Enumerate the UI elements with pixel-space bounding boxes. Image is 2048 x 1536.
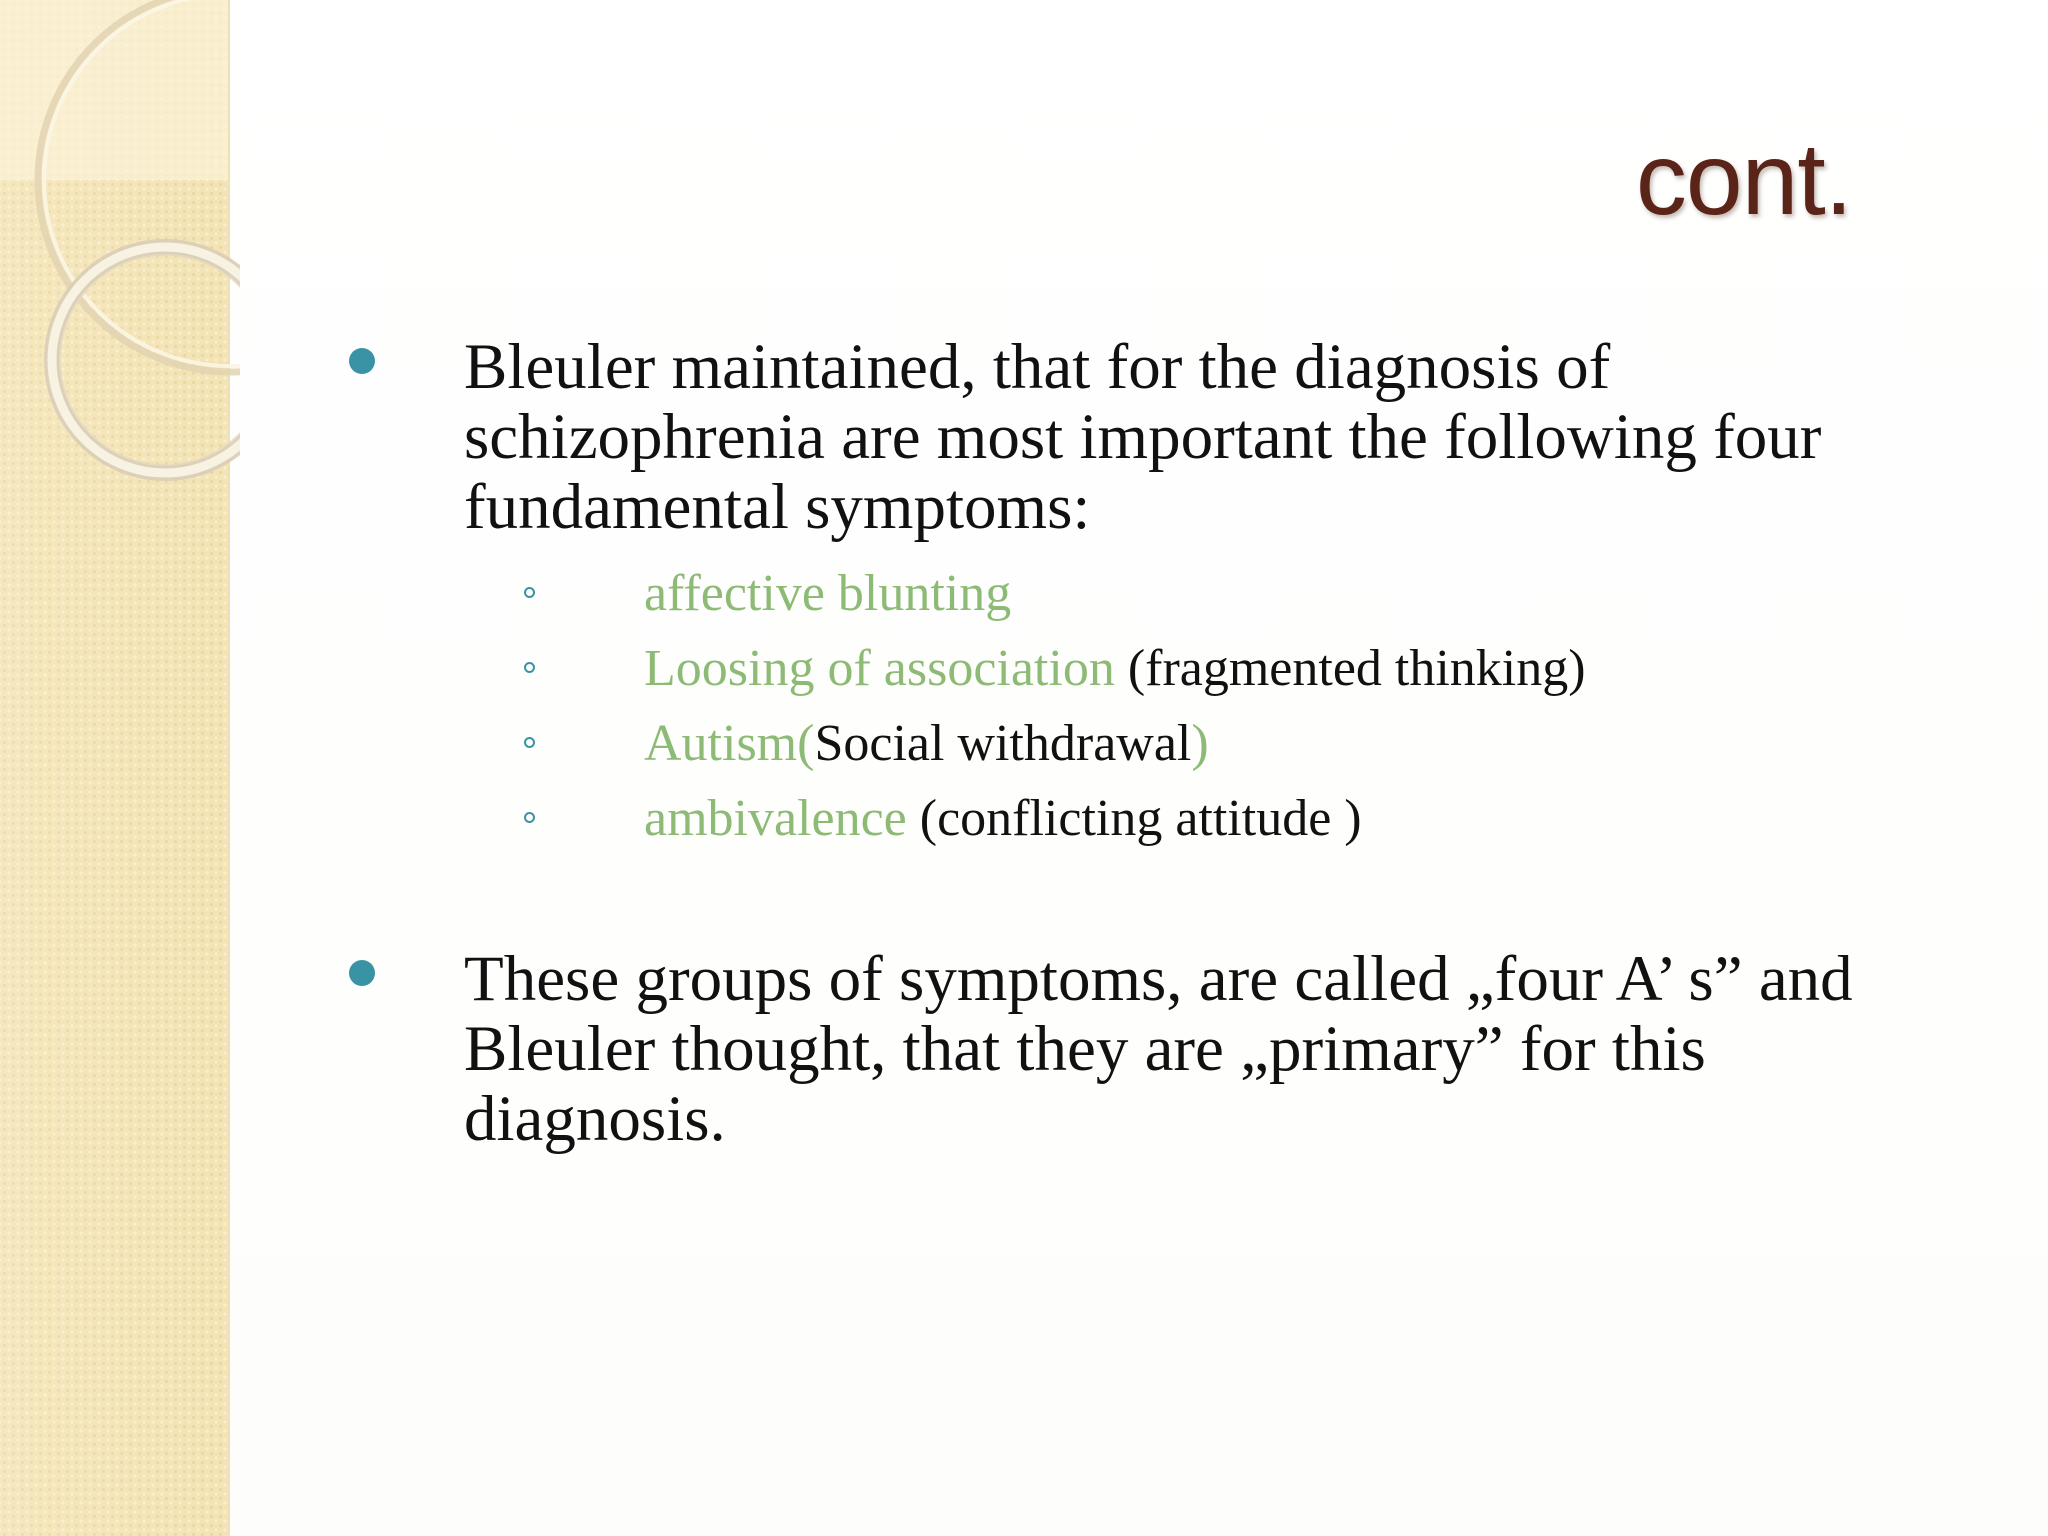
symptom-term: Loosing of association: [644, 640, 1115, 697]
symptom-term: Autism(: [644, 715, 815, 772]
symptom-item: [524, 631, 1960, 706]
sub-bullet-ring-icon: [524, 662, 535, 673]
bullet-text: Bleuler maintained, that for the diagnosis of schizophrenia are most important the following four fundamental symptoms:: [464, 331, 1822, 543]
bullet-dot-icon: [349, 348, 375, 374]
sub-bullet-ring-icon: [524, 737, 535, 748]
sub-bullet-ring-icon: [524, 812, 535, 823]
slide-content: [340, 332, 1960, 1154]
sub-bullet-ring-icon: [524, 587, 535, 598]
bullet-dot-icon: [349, 960, 375, 986]
slide-title: cont.: [1635, 122, 1852, 236]
symptom-term: ambivalence: [644, 790, 907, 847]
overlapping-circles-decoration: [0, 0, 240, 520]
symptom-note: Social withdrawal: [814, 715, 1192, 772]
symptom-list: [340, 556, 1960, 856]
symptom-term-close: ): [1191, 715, 1209, 772]
symptom-item: [524, 556, 1960, 631]
symptom-item: [524, 781, 1960, 856]
symptom-item: [524, 706, 1960, 781]
symptom-term: affective blunting: [644, 565, 1012, 622]
symptom-note: (fragmented thinking): [1114, 640, 1586, 697]
bullet-item: [340, 332, 1960, 542]
bullet-item: [340, 944, 1960, 1154]
bullet-text: These groups of symptoms, are called „four A’ s” and Bleuler thought, that they are „primary” for this diagnosis.: [464, 943, 1853, 1155]
symptom-note: (conflicting attitude ): [906, 790, 1362, 847]
